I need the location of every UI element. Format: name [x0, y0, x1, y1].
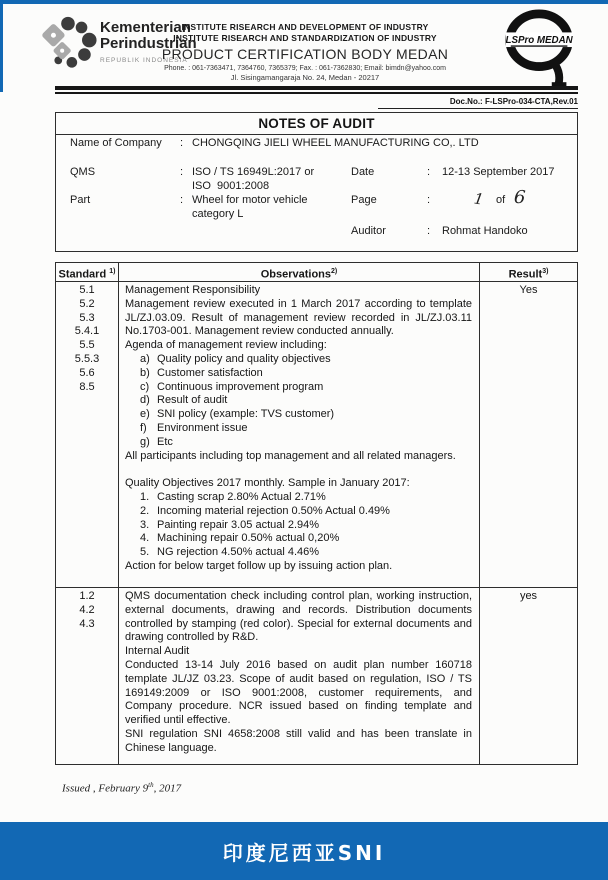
- part-colon: :: [180, 194, 184, 206]
- page-current-handwritten: 1: [472, 189, 485, 209]
- certification-body-name: PRODUCT CERTIFICATION BODY MEDAN: [161, 46, 449, 62]
- agenda-item: d) Result of audit: [140, 394, 228, 407]
- table-row: [56, 281, 577, 587]
- qms-label: QMS: [70, 166, 96, 178]
- result-column-header: Result$^{3)}$: [508, 268, 549, 281]
- agenda-item: g) Etc: [140, 435, 173, 448]
- ministry-republic-label: REPUBLIK INDONESIA: [100, 57, 188, 64]
- institute-line1: INSTITUTE RISEARCH AND DEVELOPMENT OF INDUSTRY: [181, 22, 429, 32]
- ministry-name-line1: Kementerian: [100, 19, 191, 36]
- part-value-line2: category L: [192, 208, 244, 220]
- date-value: 12-13 September 2017: [442, 166, 555, 178]
- table-row: [56, 587, 577, 764]
- observation-paragraph: Management review executed in 1 March 2017 according to template JL/ZJ.03.09. Result of management review recorded in JL/ZJ.03.11 No.1703-001. Management review conducted annually.: [125, 297, 472, 338]
- date-colon: :: [427, 166, 431, 178]
- company-colon: :: [180, 137, 184, 149]
- auditor-value: Rohmat Handoko: [442, 225, 528, 237]
- issued-date-line: Issued , February 9th, 2017: [62, 781, 182, 795]
- company-value: CHONGQING JIELI WHEEL MANUFACTURING CO,. LTD: [192, 137, 479, 149]
- date-label: Date: [351, 166, 375, 178]
- result-cell: Yes: [519, 284, 538, 296]
- participants-note: All participants including top management and all related managers.: [125, 449, 456, 462]
- doc-number: Doc.No.: F-LSPro-034-CTA,Rev.01: [378, 97, 578, 109]
- scan-border-left: [0, 0, 3, 92]
- agenda-item: a) Quality policy and quality objectives: [140, 352, 331, 365]
- quality-objectives-intro: Quality Objectives 2017 monthly. Sample in January 2017:: [125, 477, 410, 490]
- qms-value-line1: ISO / TS 16949L:2017 or: [192, 166, 315, 178]
- observation-paragraph: SNI regulation SNI 4658:2008 still valid and has been translate in Chinese language.: [125, 727, 472, 754]
- footer-banner-text: 印度尼西亚SNI: [222, 840, 386, 865]
- internal-audit-subheading: Internal Audit: [125, 645, 190, 658]
- quality-objective-item: 2. Incoming material rejection 0.50% Actual 0.49%: [140, 504, 390, 517]
- ministry-gear-icon: [36, 13, 98, 71]
- notes-of-audit-box: [55, 112, 578, 252]
- observation-heading: Management Responsibility: [125, 284, 261, 296]
- audit-table: [55, 262, 578, 765]
- standard-clauses: 5.1 5.2 5.3 5.4.1 5.5 5.5.3 5.6 8.5: [56, 282, 119, 587]
- quality-objective-item: 4. Machining repair 0.50% actual 0,20%: [140, 532, 340, 545]
- ministry-name-line2: Perindustrian: [100, 35, 197, 52]
- address-line: Jl. Sisingamangaraja No. 24, Medan - 20217: [230, 73, 380, 82]
- agenda-item: e) SNI policy (example: TVS customer): [140, 408, 335, 421]
- form-title: NOTES OF AUDIT: [56, 113, 577, 135]
- quality-objective-item: 3. Painting repair 3.05 actual 2.94%: [140, 518, 320, 531]
- part-label: Part: [70, 194, 91, 206]
- qms-colon: :: [180, 166, 184, 178]
- action-note: Action for below target follow up by issuing action plan.: [125, 559, 393, 572]
- agenda-item: c) Continuous improvement program: [140, 380, 324, 393]
- scan-border-top: [0, 0, 608, 4]
- agenda-item: f) Environment issue: [140, 421, 248, 434]
- institute-line2: INSTITUTE RISEARCH AND STANDARDIZATION OF INDUSTRY: [173, 33, 437, 43]
- company-label: Name of Company: [70, 137, 162, 149]
- page-total-handwritten: 6: [513, 186, 527, 209]
- page-colon: :: [427, 194, 431, 206]
- quality-objective-item: 5. NG rejection 4.50% actual 4.46%: [140, 546, 320, 559]
- lspro-medan-logo: [502, 8, 582, 90]
- observations-column-header: Observations$^{2)}$: [119, 263, 480, 281]
- header-divider: [55, 86, 578, 94]
- footer-banner: [0, 822, 608, 880]
- observations-cell: [119, 588, 480, 764]
- auditor-colon: :: [427, 225, 431, 237]
- result-cell: yes: [519, 590, 538, 602]
- agenda-intro: Agenda of management review including:: [125, 339, 327, 352]
- quality-objective-item: 1. Casting scrap 2.80% Actual 2.71%: [140, 490, 326, 503]
- observation-paragraph: Conducted 13-14 July 2016 based on audit plan number 160718 template JL/JZ 03.23. Scope of audit based on regulation, ISO / TS 169149:2009 or ISO 9001:2008, customer requirements, and Company procedure. NCR issued based on finding template and verified until effective.: [125, 658, 472, 727]
- agenda-item: b) Customer satisfaction: [140, 366, 263, 379]
- standard-clauses: 1.2 4.2 4.3: [56, 588, 119, 764]
- auditor-label: Auditor: [351, 225, 386, 237]
- observations-cell: [119, 282, 480, 587]
- lspro-logo-text: LSPro MEDAN: [505, 35, 573, 47]
- page-label: Page: [351, 194, 377, 206]
- table-header-row: [56, 263, 577, 281]
- contact-line: Phone. : 061-7363471, 7364760, 7365379; Fax. : 061-7362830; Email: bimdn@yahoo.com: [164, 65, 446, 72]
- part-value-line1: Wheel for motor vehicle: [192, 194, 308, 206]
- letterhead-center: [130, 22, 480, 82]
- page-of-label: of: [496, 194, 506, 206]
- qms-value-line2: ISO 9001:2008: [192, 180, 270, 192]
- observation-paragraph: QMS documentation check including control plan, working instruction, external documents, drawing and records. Distribution documents controlled by stamping (red color). Special for external documents and drawing controlled by R&D.: [125, 590, 472, 644]
- standard-column-header: Standard $^{1)}$: [56, 263, 119, 281]
